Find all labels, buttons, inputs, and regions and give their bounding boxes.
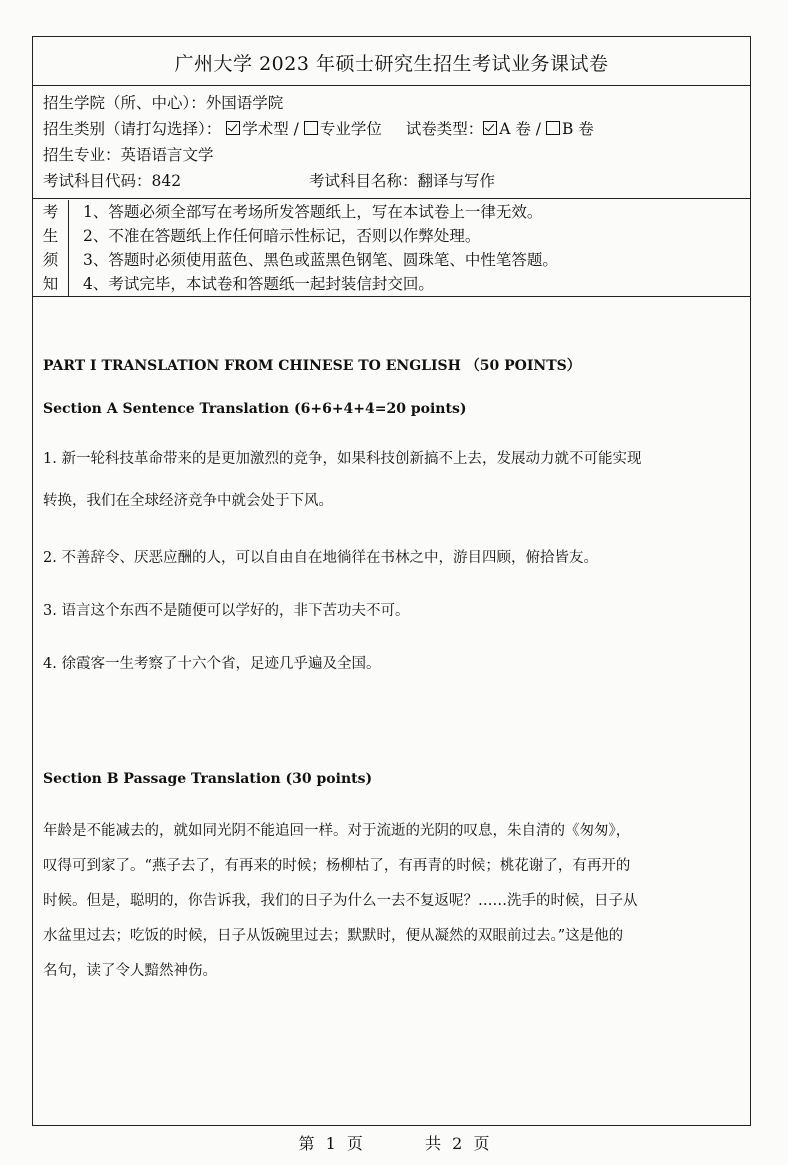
divider — [33, 85, 750, 86]
question-3: 3. 语言这个东西不是随便可以学好的，非下苦功夫不可。 — [43, 603, 410, 619]
college-label: 招生学院（所、中心）： — [43, 94, 206, 112]
part-heading: PART I TRANSLATION FROM CHINESE TO ENGLISH （50 POINTS） — [43, 358, 581, 374]
notice-char: 知 — [42, 275, 59, 293]
academic-option: 学术型 — [242, 120, 289, 138]
subject-row — [43, 171, 495, 191]
page-footer — [0, 1131, 788, 1154]
divider — [33, 296, 750, 297]
section-a-heading: Section A Sentence Translation (6+6+4+4=20 points) — [43, 401, 467, 417]
notice-side-label — [33, 200, 69, 296]
separator: / — [293, 120, 299, 138]
question-4: 4. 徐霞客一生考察了十六个省，足迹几乎遍及全国。 — [43, 656, 381, 672]
category-row — [43, 119, 594, 139]
professional-option: 专业学位 — [319, 120, 382, 138]
passage — [43, 819, 743, 994]
passage-line: 水盆里过去；吃饭的时候，日子从饭碗里过去；默默时，便从凝然的双眼前过去。”这是他的 — [43, 928, 624, 944]
professional-checkbox — [304, 121, 318, 135]
academic-checkbox — [226, 121, 240, 135]
passage-line: 叹得可到家了。“燕子去了，有再来的时候；杨柳枯了，有再青的时候；桃花谢了，有再开的 — [43, 858, 631, 874]
exam-paper-frame — [32, 36, 751, 1126]
notice-rule: 4、考试完毕，本试卷和答题纸一起封装信封交回。 — [83, 275, 434, 293]
paper-b-option: B 卷 — [561, 120, 594, 138]
paper-b-checkbox — [546, 121, 560, 135]
subject-label: 考试科目名称： — [308, 172, 418, 190]
major-label: 招生专业： — [43, 146, 121, 164]
code-label: 考试科目代码： — [43, 172, 152, 190]
paper-a-option: A 卷 — [499, 120, 531, 138]
paper-a-checkbox — [483, 121, 497, 135]
question-2: 2. 不善辞令、厌恶应酬的人，可以自由自在地徜徉在书林之中，游目四顾，俯拾皆友。 — [43, 550, 598, 566]
notice-char: 须 — [42, 251, 59, 269]
subject-value: 翻译与写作 — [417, 172, 496, 190]
divider — [33, 198, 750, 199]
notice-rule: 1、答题必须全部写在考场所发答题纸上，写在本试卷上一律无效。 — [83, 203, 543, 221]
passage-line: 年龄是不能减去的，就如同光阴不能追回一样。对于流逝的光阴的叹息，朱自清的《匆匆》， — [43, 823, 631, 839]
notice-char: 考 — [42, 203, 59, 221]
section-b-heading: Section B Passage Translation (30 points) — [43, 771, 373, 787]
passage-line: 时候。但是，聪明的，你告诉我，我们的日子为什么一去不复返呢？……洗手的时候，日子从 — [43, 893, 638, 909]
question-1-line-2: 转换，我们在全球经济竞争中就会处于下风。 — [43, 493, 333, 509]
college-value: 外国语学院 — [205, 94, 284, 112]
notice-rules — [83, 200, 558, 296]
page-number: 第 1 页 — [298, 1134, 363, 1153]
separator: / — [535, 120, 542, 138]
notice-char: 生 — [42, 227, 59, 245]
major-value: 英语语言文学 — [120, 146, 214, 164]
code-value: 842 — [151, 172, 182, 190]
notice-rule: 2、不准在答题纸上作任何暗示性标记，否则以作弊处理。 — [83, 227, 481, 245]
exam-title: 广州大学 2023 年硕士研究生招生考试业务课试卷 — [174, 53, 609, 75]
major-row — [43, 145, 214, 165]
paper-type-label: 试卷类型： — [405, 120, 484, 138]
notice-rule: 3、答题时必须使用蓝色、黑色或蓝黑色钢笔、圆珠笔、中性笔答题。 — [83, 251, 558, 269]
passage-line: 名句，读了令人黯然神伤。 — [43, 963, 217, 979]
category-label: 招生类别（请打勾选择）： — [43, 120, 222, 138]
question-1-line-1: 1. 新一轮科技革命带来的是更加激烈的竞争，如果科技创新搞不上去，发展动力就不可能实现 — [43, 451, 642, 467]
college-row — [43, 93, 283, 113]
page-total: 共 2 页 — [425, 1134, 490, 1153]
